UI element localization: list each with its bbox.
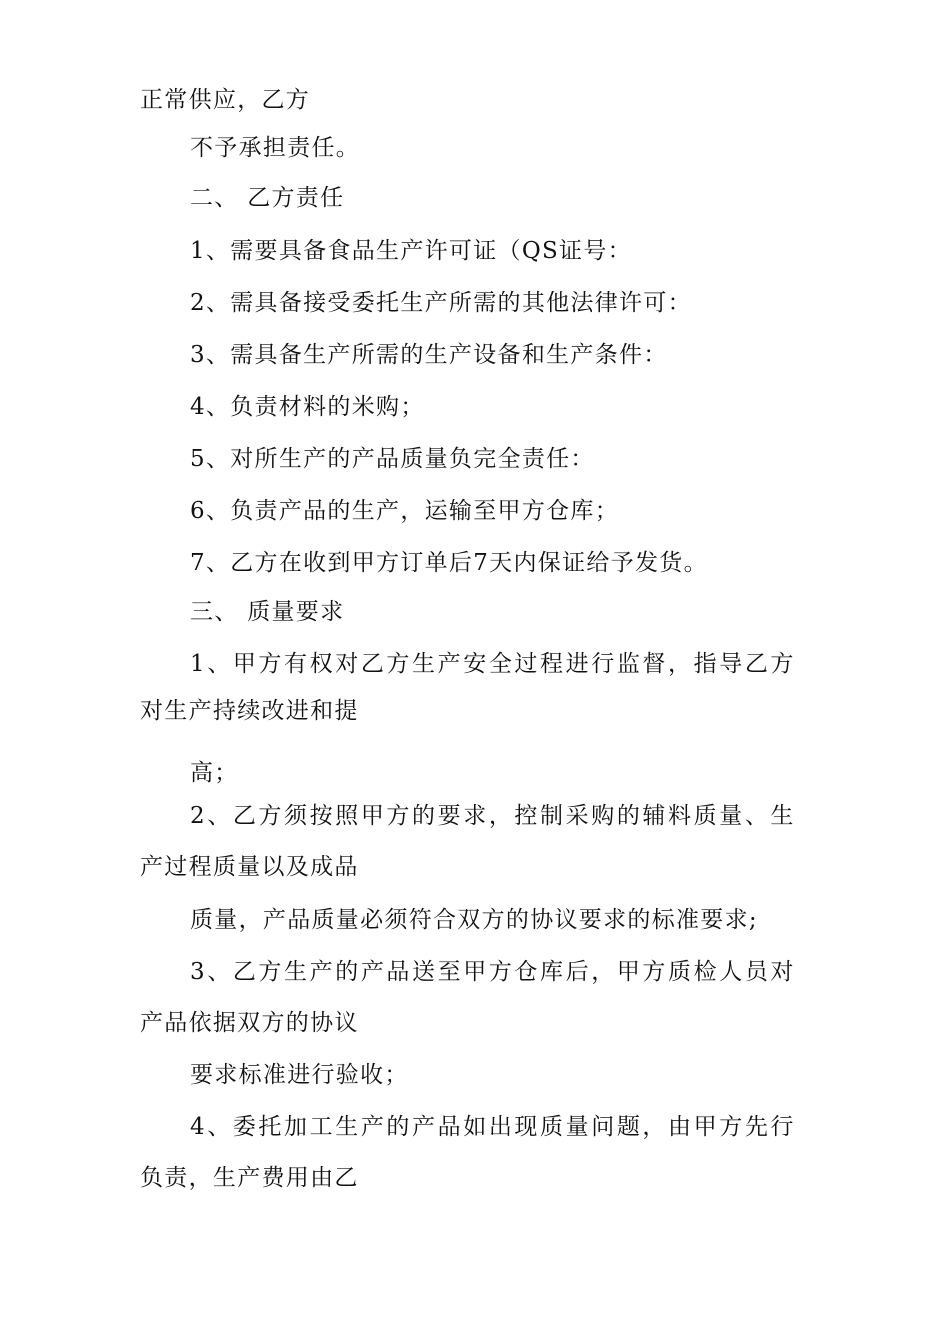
list-item: 4、委托加工生产的产品如出现质量问题，由甲方先行 <box>190 1114 797 1140</box>
list-item: 5、对所生产的产品质量负完全责任： <box>190 446 595 472</box>
text-line: 正常供应，乙方 <box>140 87 311 113</box>
text-line: 产品依据双方的协议 <box>140 1010 359 1036</box>
list-item: 6、负责产品的生产，运输至甲方仓库； <box>190 498 620 524</box>
text-line: 要求标准进行验收； <box>190 1062 409 1088</box>
text-line: 不予承担责任。 <box>190 135 361 161</box>
text-line: 负责，生产费用由乙 <box>140 1165 359 1191</box>
list-item: 4、负责材料的米购； <box>190 394 425 420</box>
section-heading: 二、 乙方责任 <box>190 185 345 211</box>
list-item: 7、乙方在收到甲方订单后7天内保证给予发货。 <box>190 550 708 576</box>
list-item: 3、乙方生产的产品送至甲方仓库后，甲方质检人员对 <box>190 959 797 985</box>
text-line: 产过程质量以及成品 <box>140 854 359 880</box>
text-line: 高； <box>190 760 239 786</box>
section-heading: 三、 质量要求 <box>190 599 345 625</box>
list-item: 3、需具备生产所需的生产设备和生产条件： <box>190 342 668 368</box>
list-item: 2、乙方须按照甲方的要求，控制采购的辅料质量、生 <box>190 803 797 829</box>
text-line: 对生产持续改进和提 <box>140 698 359 724</box>
list-item: 2、需具备接受委托生产所需的其他法律许可： <box>190 290 692 316</box>
list-item: 1、甲方有权对乙方生产安全过程进行监督，指导乙方 <box>190 651 797 677</box>
text-line: 质量，产品质量必须符合双方的协议要求的标准要求; <box>190 907 758 933</box>
list-item: 1、需要具备食品生产许可证（QS证号： <box>190 238 632 264</box>
